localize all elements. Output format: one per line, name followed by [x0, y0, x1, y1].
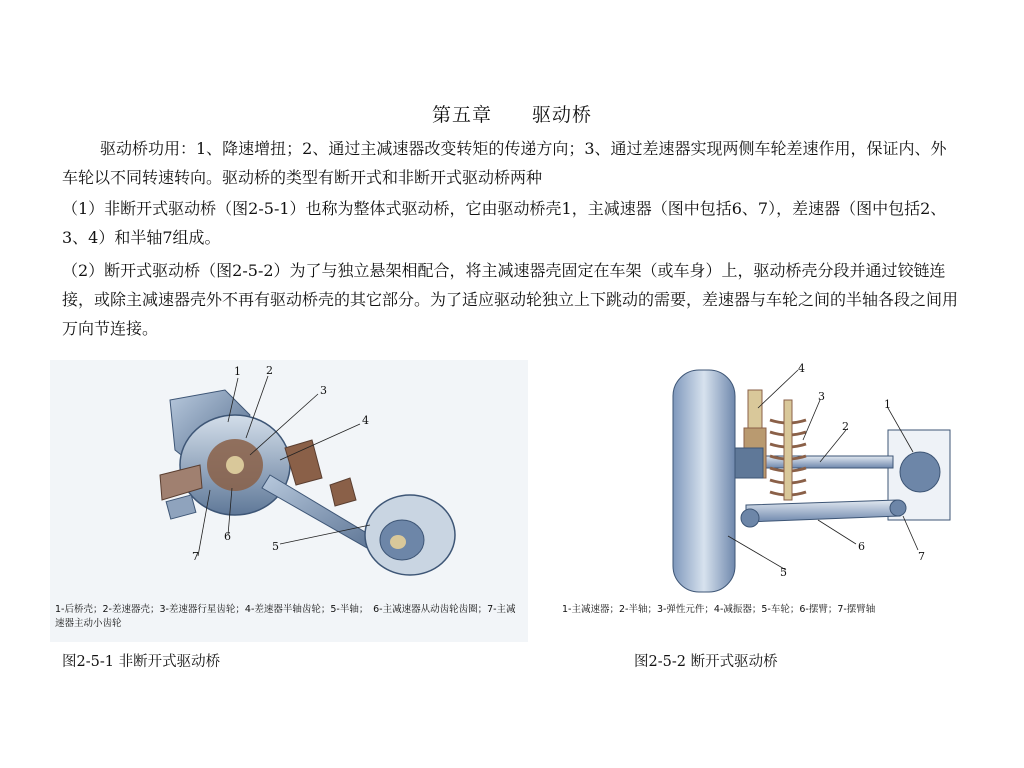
- callout-2: 2: [266, 364, 273, 377]
- callout-1: 1: [234, 365, 241, 378]
- non-split-axle-illustration: [50, 360, 528, 642]
- main-reducer: [900, 452, 940, 492]
- wheel-hub: [735, 448, 763, 478]
- callout-5: 5: [272, 540, 279, 553]
- intro-paragraph: 驱动桥功用：1、降速增扭；2、通过主减速器改变转矩的传递方向；3、通过差速器实现两侧车轮差速作用，保证内、外车轮以不同转速转向。驱动桥的类型有断开式和非断开式驱动桥两种: [62, 139, 947, 187]
- arm-pivot: [741, 509, 759, 527]
- callout-5: 5: [780, 566, 787, 579]
- hub-center: [390, 535, 406, 549]
- swing-arm-axle: [890, 500, 906, 516]
- callout-3: 3: [818, 390, 825, 403]
- shock-absorber-top: [748, 390, 762, 430]
- non-split-axle-paragraph: （1）非断开式驱动桥（图2-5-1）也称为整体式驱动桥，它由驱动桥壳1，主减速器（图中包括6、7），差速器（图中包括2、3、4）和半轴7组成。: [62, 199, 947, 247]
- callout-3: 3: [320, 384, 327, 397]
- callout-7: 7: [192, 550, 199, 563]
- planet-gear: [226, 456, 244, 474]
- callout-1: 1: [884, 398, 891, 411]
- figure-2-legend: 1-主减速器；2-半轴；3-弹性元件；4-减振器；5-车轮；6-摆臂；7-摆臂轴: [562, 604, 876, 615]
- page-title: 第五章 驱动桥: [431, 104, 592, 126]
- callout-4: 4: [362, 414, 369, 427]
- callout-7: 7: [918, 550, 925, 563]
- callout-2: 2: [842, 420, 849, 433]
- figure-1-legend: 1-后桥壳；2-差速器壳；3-差速器行星齿轮；4-差速器半轴齿轮；5-半轴； 6-主减速器从动齿轮齿圈；7-主减速器主动小齿轮: [55, 604, 516, 629]
- spring-rod: [784, 400, 792, 500]
- wheel: [673, 370, 735, 592]
- figure-2-caption: 图2-5-2 断开式驱动桥: [634, 654, 778, 670]
- callout-4: 4: [798, 362, 805, 375]
- callout-6: 6: [858, 540, 865, 553]
- split-axle-paragraph: （2）断开式驱动桥（图2-5-2）为了与独立悬架相配合，将主减速器壳固定在车架（或车身）上，驱动桥壳分段并通过铰链连接，或除主减速器壳外不再有驱动桥壳的其它部分。为了适应驱动轮独立上下跳动的需要，差速器与车轮之间的半轴各段之间用万向节连接。: [62, 261, 959, 338]
- split-axle-illustration: [558, 360, 954, 622]
- callout-6: 6: [224, 530, 231, 543]
- figure-1-caption: 图2-5-1 非断开式驱动桥: [62, 654, 221, 670]
